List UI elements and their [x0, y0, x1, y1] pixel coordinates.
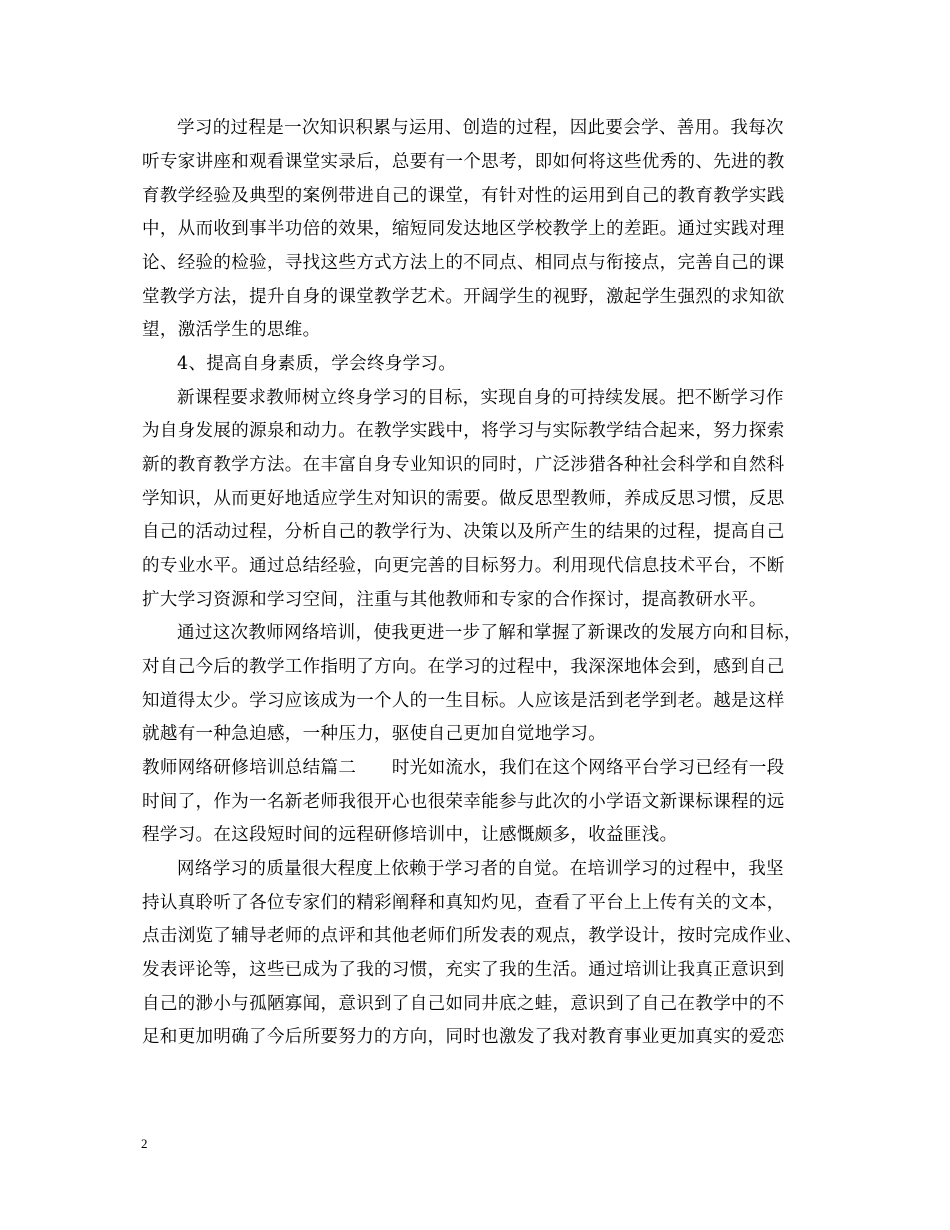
text-line: 自己的活动过程，分析自己的教学行为、决策以及所产生的结果的过程，提高自己: [142, 522, 785, 542]
text-line: 对自己今后的教学工作指明了方向。在学习的过程中，我深深地体会到，感到自己: [142, 657, 785, 677]
text-line: 新的教育教学方法。在丰富自身专业知识的同时，广泛涉猎各种社会科学和自然科: [142, 455, 785, 475]
text-line: 的专业水平。通过总结经验，向更完善的目标努力。利用现代信息技术平台，不断: [142, 556, 785, 576]
section-heading: 4、提高自身素质，学会终身学习。: [177, 354, 457, 374]
text-line: 自己的渺小与孤陋寡闻，意识到了自己如同井底之蛙，意识到了自己在教学中的不: [142, 994, 785, 1014]
text-line: 听专家讲座和观看课堂实录后，总要有一个思考，即如何将这些优秀的、先进的教: [142, 152, 785, 172]
text-line: 扩大学习资源和学习空间，注重与其他教师和专家的合作探讨，提高教研水平。: [142, 590, 767, 610]
text-line: 通过这次教师网络培训，使我更进一步了解和掌握了新课改的发展方向和目标，: [177, 623, 802, 643]
text-line: 知道得太少。学习应该成为一个人的一生目标。人应该是活到老学到老。越是这样: [142, 691, 785, 711]
text-line: 望，激活学生的思维。: [142, 320, 321, 340]
text-line: 持认真聆听了各位专家们的精彩阐释和真知灼见，查看了平台上上传有关的文本，: [142, 893, 785, 913]
text-line: 网络学习的质量很大程度上依赖于学习者的自觉。在培训学习的过程中，我坚: [177, 859, 784, 879]
text-line: 程学习。在这段短时间的远程研修培训中，让感慨颇多，收益匪浅。: [142, 825, 678, 845]
section-title-line: 教师网络研修培训总结篇二 时光如流水，我们在这个网络平台学习已经有一段: [142, 758, 785, 778]
text-line: 新课程要求教师树立终身学习的目标，实现自身的可持续发展。把不断学习作: [177, 388, 784, 408]
text-line: 足和更加明确了今后所要努力的方向，同时也激发了我对教育事业更加真实的爱恋: [142, 1027, 785, 1047]
text-line: 点击浏览了辅导老师的点评和其他老师们所发表的观点，教学设计，按时完成作业、: [142, 926, 803, 946]
text-line: 学习的过程是一次知识积累与运用、创造的过程，因此要会学、善用。我每次: [177, 118, 784, 138]
text-line: 时间了，作为一名新老师我很开心也很荣幸能参与此次的小学语文新课标课程的远: [142, 792, 785, 812]
text-line: 为自身发展的源泉和动力。在教学实践中，将学习与实际教学结合起来，努力探索: [142, 421, 785, 441]
page-number: 2: [141, 1136, 148, 1151]
text-line: 发表评论等，这些已成为了我的习惯，充实了我的生活。通过培训让我真正意识到: [142, 960, 785, 980]
text-line: 中，从而收到事半功倍的效果，缩短同发达地区学校教学上的差距。通过实践对理: [142, 219, 785, 239]
text-line: 育教学经验及典型的案例带进自己的课堂，有针对性的运用到自己的教育教学实践: [142, 186, 785, 206]
text-line: 学知识，从而更好地适应学生对知识的需要。做反思型教师，养成反思习惯，反思: [142, 489, 785, 509]
text-line: 就越有一种急迫感，一种压力，驱使自己更加自觉地学习。: [142, 724, 607, 744]
text-line: 论、经验的检验，寻找这些方式方法上的不同点、相同点与衔接点，完善自己的课: [142, 253, 785, 273]
text-line: 堂教学方法，提升自身的课堂教学艺术。开阔学生的视野，激起学生强烈的求知欲: [142, 287, 785, 307]
